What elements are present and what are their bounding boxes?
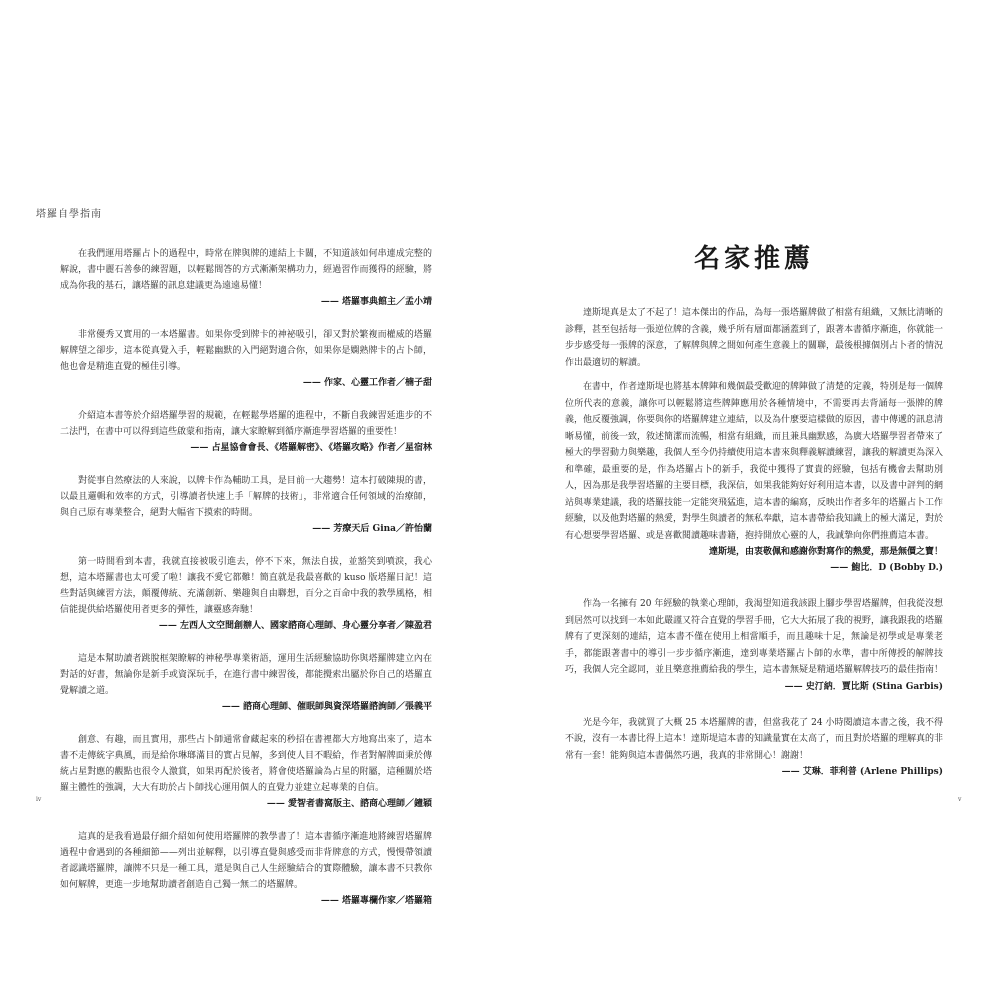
running-head: 塔羅自學指南: [36, 209, 102, 220]
recommendation-byline: —— 史汀納．賈比斯 (Stina Garbis): [784, 681, 943, 692]
endorsement-text: 這真的是我看過最仔細介紹如何使用塔羅牌的教學書了！這本書循序漸進地將練習塔羅牌過程中會遇到的各種細節——列出並解釋，以引導直覺與感受而非背牌意的方式，慢慢帶領讀者認識塔羅牌，讓牌不只是一種工具，還是與自己人生經驗結合的實際體驗，讓本書不只教你如何解牌，更進一步地幫助讀者創造自己獨一無二的塔羅牌。: [60, 832, 432, 890]
recommendation-closing: 達斯堤，由衷敬佩和感謝你對寫作的熱愛，那是無價之寶！: [708, 547, 943, 557]
recommendation-1: [565, 305, 943, 576]
recommendation-2: [565, 596, 943, 695]
recommendation-3: [565, 715, 943, 781]
recommendation-paragraph: 光是今年，我就買了大概 25 本塔羅牌的書，但當我花了 24 小時閱讀這本書之後，我不得不說，沒有一本書比得上這本！達斯堤這本書的知識量實在太高了，而且對於塔羅的理解真的非常有一套！能夠與這本書偶然巧遇，我真的非常開心！謝謝！: [565, 717, 944, 761]
endorsement-3: [60, 408, 432, 456]
right-page-column: [565, 243, 943, 800]
endorsement-byline: —— 塔羅事典館主／孟小靖: [320, 297, 432, 307]
page-number-right: v: [958, 796, 962, 803]
endorsement-byline: —— 塔羅專欄作家／塔羅箱: [320, 896, 432, 906]
endorsement-2: [60, 327, 432, 391]
endorsement-byline: —— 諮商心理師、催眠師與資深塔羅諮詢師／張義平: [221, 702, 432, 712]
endorsement-text: 對從事自然療法的人來說，以牌卡作為輔助工具，是目前一大趨勢！這本打破陳規的書，以最且邏輯和效率的方式，引導讀者快速上手「解牌的技術」，非常適合任何領域的治療師，與自己原有專業整合，絕對大幅省下摸索的時間。: [60, 476, 432, 518]
endorsement-text: 在我們運用塔羅占卜的過程中，時常在牌與牌的連結上卡關，不知道該如何串連成完整的解說，書中麗石善參的練習題，以輕鬆間答的方式漸漸架構功力，經過習作而獲得的經驗，將成為你我的基石，讓塔羅的訊息建議更為遠遠易懂！: [60, 249, 432, 291]
endorsement-byline: —— 作家、心靈工作者／楠子甜: [302, 378, 432, 388]
endorsement-text: 這是本幫助讀者跳脫框架瞭解的神秘學專業術語，運用生活經驗協助你與塔羅牌建立內在對話的好書，無論你是新手或資深玩手，在進行書中練習後，都能攪索出屬於你自己的塔羅直覺解讀之道。: [60, 654, 432, 696]
endorsement-byline: —— 愛智者書窩版主、諮商心理師／鐘穎: [266, 799, 432, 809]
endorsement-1: [60, 246, 432, 310]
endorsement-6: [60, 651, 432, 715]
recommendation-byline: —— 鮑比．D (Bobby D.): [830, 563, 943, 573]
endorsement-byline: —— 占星協會會長、《塔羅解密》、《塔羅攻略》作者／星宿林: [190, 443, 432, 453]
page-number-left: iv: [36, 796, 42, 803]
recommendation-paragraph: 達斯堤真是太了不起了！這本傑出的作品，為每一張塔羅牌做了相當有組織，又無比清晰的診釋，甚至包括每一張逆位牌的含義，幾乎所有層面都涵蓋到了，跟著本書循序漸進，你就能一步步感受每一張牌的深意，了解牌與牌之間如何產生意義上的關聯，最後根據個別占卜者的情況作出最適切的解讀。: [565, 308, 944, 368]
endorsement-8: [60, 829, 432, 909]
endorsement-text: 創意、有趣，而且實用，那些占卜師通常會藏起來的秒招在書裡都大方地寫出來了，這本書不走傳統字典風，而是給你琳瑯滿目的實占見解，多到使人目不暇給，作者對解牌面秉於傳統占星對應的觀點也很令人激賞，如果再配於後者，將會使塔羅論為占星的附屬，這種關於塔羅主體性的強調，大大有助於占卜師找心運用個人的直覺力並建立起專業的自信。: [60, 735, 432, 793]
endorsement-5: [60, 554, 432, 634]
recommendation-paragraph: 在書中，作者達斯堤也將基本牌陣和幾個最受歡迎的牌陣做了清楚的定義，特別是每一個牌位所代表的意義，讓你可以輕鬆將這些牌陣應用於各種情境中，不需要再去背誦每一張牌的牌義，他反覆強調，你要與你的塔羅牌建立連結，以及為什麼要這樣做的原因，書中傳遞的訊息清晰易懂，前後一致，敘述簡潔而流暢，相當有組織，而且兼具幽默感，為廣大塔羅學習者帶來了極大的學習動力與樂趣，我個人至今仍持續使用這本書來與釋義解讀練習，讓我的解讀更為深入和準確，最重要的是，作為塔羅占卜的新手，我從中獲得了實貴的經驗，包括有機會去幫助別人，因為那是我學習塔羅的主要目標，我深信，如果我能夠好好利用這本書，以及書中評判的網站與專業建議，我的塔羅技能一定能突飛猛進，這本書的編寫，反映出作者多年的塔羅占卜工作經驗，以及他對塔羅的熱愛，對學生與讀者的無私奉獻，這本書帶給我知識上的極大滿足，對於有心想要學習塔羅、或是喜歡閱讀趣味書籍，抱持開放心靈的人，我誠摯向你們推薦這本書。: [565, 382, 944, 541]
endorsement-4: [60, 473, 432, 537]
endorsement-byline: —— 左西人文空間創辦人、國家諮商心理師、身心靈分享者／陳盈君: [158, 621, 432, 631]
left-page-column: [60, 246, 432, 926]
endorsement-text: 介紹這本書等於介紹塔羅學習的規範，在輕鬆學塔羅的進程中，不斷自我練習延進步的不二法門，在書中可以得到這些啟蒙和指南，讓大家瞭解到循序漸進學習塔羅的重要性！: [60, 411, 432, 437]
endorsement-byline: —— 芳療天后 Gina／許怡蘭: [312, 524, 432, 534]
endorsement-text: 非常優秀又實用的一本塔羅書。如果你受到牌卡的神祕吸引，卻又對於繁複而權威的塔羅解牌望之卻步，這本從真覺入手，輕鬆幽默的入門絕對適合你，如果你是嫻熟牌卡的占卜師，他也會是精進直覺的極佳引導。: [60, 330, 432, 372]
endorsement-7: [60, 732, 432, 812]
recommendation-byline: —— 艾琳．菲利普 (Arlene Phillips): [781, 767, 943, 777]
recommendation-paragraph: 作為一名擁有 20 年經驗的執業心理師，我渴望知道我該跟上腳步學習塔羅牌，但我從沒想到居然可以找到一本如此嚴謹又符合直覺的學習手冊，它大大拓展了我的視野，讓我跟我的塔羅牌有了更深刻的連結，這本書不僅在使用上相當順手，而且趣味十足，無論是初學或是專業老手，都能跟著書中的導引一步步循序漸進，達到專業塔羅占卜師的水準，書中所傳授的解牌技巧，我個人完全認同，並且樂意推薦給我的學生，這本書無疑是精通塔羅解牌技巧的最佳指南！: [565, 599, 944, 675]
page-title: 名家推薦: [693, 244, 814, 274]
endorsement-text: 第一時間看到本書，我就直接被吸引進去，停不下來，無法自拔，並豁笑到噴淚，我心想，這本塔羅書也太可愛了啦！讓我不愛它都難！簡直就是我最喜歡的 kuso 版塔羅日記！這些對話與練習方法，顛覆傳統、充滿創新、樂趣與自由聯想，百分之百命中我的教學風格，相信能提供給塔羅使用者更多的彈性，讓靈感奔馳！: [60, 557, 432, 615]
